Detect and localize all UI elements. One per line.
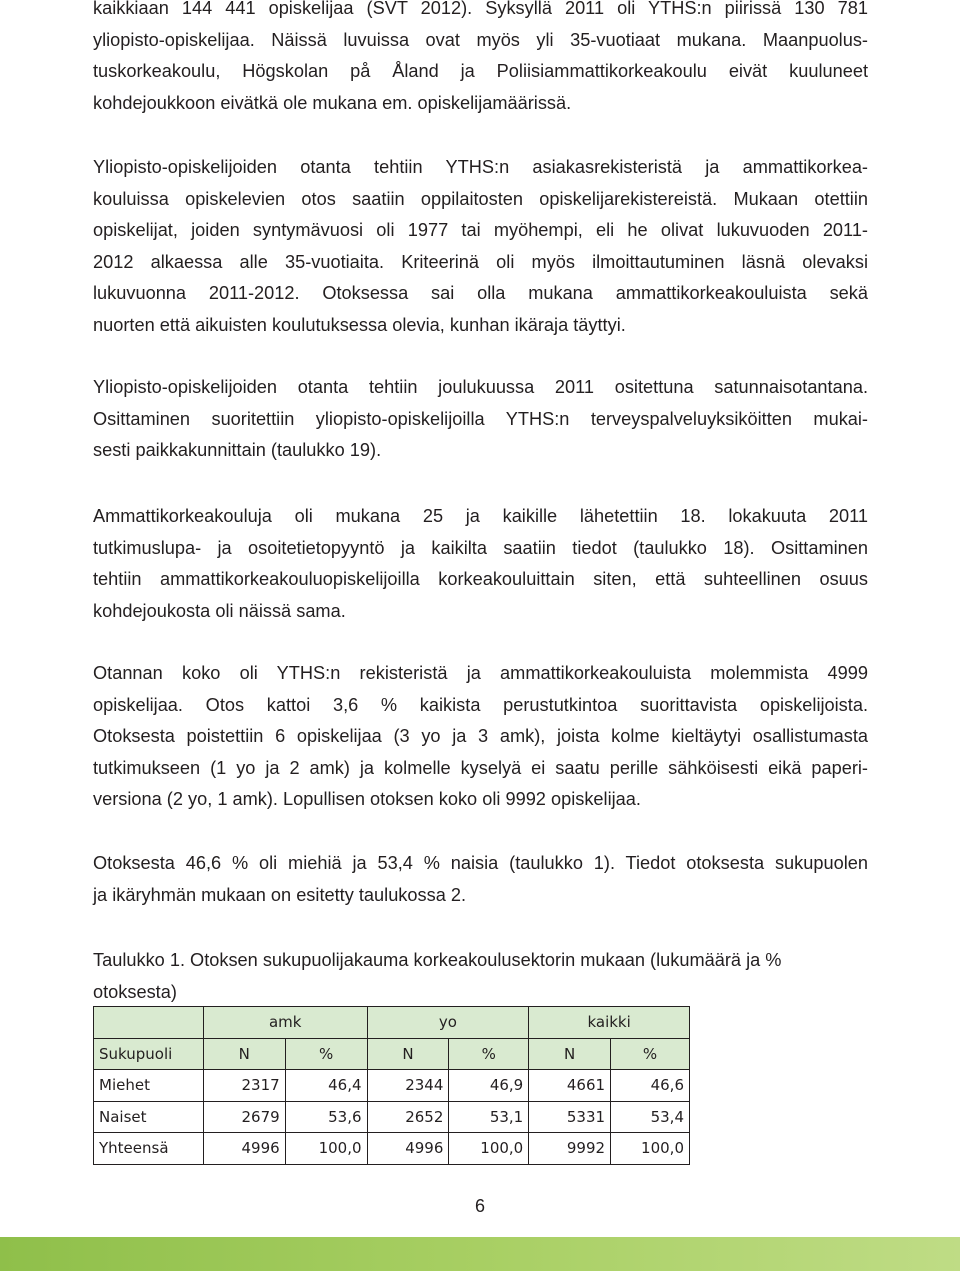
group-header-amk: amk [203,1007,367,1039]
caption-line: otoksesta) [93,981,177,1002]
table-cell: 100,0 [449,1133,529,1165]
table-cell: 4996 [367,1133,449,1165]
paragraph-4 [93,501,868,627]
paragraph-3 [93,372,868,467]
table-cell: 4661 [529,1070,611,1102]
sub-header: % [611,1038,690,1070]
text-line: Osittaminen suoritettiin yliopisto-opiskelijoilla YTHS:n terveyspalveluyksiköitten mukai- [93,408,868,429]
table-cell: 5331 [529,1101,611,1133]
row-label: Naiset [94,1101,204,1133]
paragraph-2 [93,152,868,341]
table-row [94,1133,690,1165]
table-cell: 4996 [203,1133,285,1165]
text-line: kohdejoukosta oli näissä sama. [93,600,346,621]
group-header-kaikki: kaikki [529,1007,690,1039]
row-label: Miehet [94,1070,204,1102]
text-line: yliopisto-opiskelijaa. Näissä luvuissa ovat myös yli 35-vuotiaat mukana. Maanpuolus- [93,29,868,50]
table-cell: 2344 [367,1070,449,1102]
text-line: kouluissa opiskelevien otos saatiin oppilaitosten opiskelijarekistereistä. Mukaan otettiin [93,188,868,209]
text-line: Otoksesta 46,6 % oli miehiä ja 53,4 % naisia (taulukko 1). Tiedot otoksesta sukupuolen [93,853,868,873]
table-cell: 53,6 [285,1101,367,1133]
table-group-header-row [94,1007,690,1039]
text-line: tutkimukseen (1 yo ja 2 amk) ja kolmelle kyselyä ei saatu perille sähköisesti eikä paperi- [93,757,868,778]
page-number: 6 [474,1196,485,1216]
text-line: ja ikäryhmän mukaan on esitetty taulukossa 2. [93,884,467,905]
gender-distribution-table [93,1006,690,1165]
footer-bar [0,1237,960,1271]
sub-header: N [203,1038,285,1070]
text-line: Ammattikorkeakouluja oli mukana 25 ja kaikille lähetettiin 18. lokakuuta 2011 [93,506,868,526]
text-line: opiskelijaa. Otos kattoi 3,6 % kaikista perustutkintoa suorittavista opiskelijoista. [93,694,868,715]
table-caption [93,945,868,1008]
text-line: versiona (2 yo, 1 amk). Lopullisen otoksen koko oli 9992 opiskelijaa. [93,789,641,809]
paragraph-1 [93,0,868,119]
caption-line: Taulukko 1. Otoksen sukupuolijakauma korkeakoulusektorin mukaan (lukumäärä ja % [93,950,782,970]
text-line: Yliopisto-opiskelijoiden otanta tehtiin YTHS:n asiakasrekisteristä ja ammattikorkea- [93,157,868,177]
table-corner-cell [94,1007,204,1039]
row-label-header: Sukupuoli [94,1038,204,1070]
text-line: tutkimuslupa- ja osoitetietopyyntö ja kaikilta saatiin tiedot (taulukko 18). Osittaminen [93,537,868,558]
table-cell: 9992 [529,1133,611,1165]
table-cell: 100,0 [611,1133,690,1165]
table-cell: 100,0 [285,1133,367,1165]
paragraph-6 [93,848,868,911]
table-cell: 46,4 [285,1070,367,1102]
sub-header: N [367,1038,449,1070]
table-cell: 46,9 [449,1070,529,1102]
table-row [94,1070,690,1102]
text-line: lukuvuonna 2011-2012. Otoksessa sai olla mukana ammattikorkeakouluista sekä [93,283,868,303]
group-header-yo: yo [367,1007,529,1039]
text-line: 2012 alkaessa alle 35-vuotiaita. Kriteerinä oli myös ilmoittautuminen läsnä olevaksi [93,251,868,272]
text-line: sesti paikkakunnittain (taulukko 19). [93,440,382,460]
table-cell: 53,4 [611,1101,690,1133]
table-cell: 2679 [203,1101,285,1133]
table-cell: 2652 [367,1101,449,1133]
text-line: Otoksesta poistettiin 6 opiskelijaa (3 yo ja 3 amk), joista kolme kieltäytyi osallistumasta [93,726,868,746]
text-line: tehtiin ammattikorkeakouluopiskelijoilla korkeakouluittain siten, että suhteellinen osuus [93,569,868,589]
sub-header: N [529,1038,611,1070]
text-line: tuskorkeakoulu, Högskolan på Åland ja Poliisiammattikorkeakoulu eivät kuuluneet [93,61,868,81]
paragraph-5 [93,658,868,816]
text-line: Yliopisto-opiskelijoiden otanta tehtiin joulukuussa 2011 ositettuna satunnaisotantana. [93,377,868,397]
sub-header: % [449,1038,529,1070]
table-cell: 53,1 [449,1101,529,1133]
table-sub-header-row [94,1038,690,1070]
table-cell: 46,6 [611,1070,690,1102]
sub-header: % [285,1038,367,1070]
table-row [94,1101,690,1133]
text-line: opiskelijat, joiden syntymävuosi oli 1977 tai myöhempi, eli he olivat lukuvuoden 2011- [93,220,868,240]
row-label: Yhteensä [94,1133,204,1165]
text-line: nuorten että aikuisten koulutuksessa olevia, kunhan ikäraja täyttyi. [93,314,626,335]
text-line: kaikkiaan 144 441 opiskelijaa (SVT 2012). Syksyllä 2011 oli YTHS:n piirissä 130 781 [93,0,868,18]
text-line: Otannan koko oli YTHS:n rekisteristä ja ammattikorkeakouluista molemmista 4999 [93,663,868,683]
table-cell: 2317 [203,1070,285,1102]
text-line: kohdejoukkoon eivätkä ole mukana em. opiskelijamäärissä. [93,92,572,113]
